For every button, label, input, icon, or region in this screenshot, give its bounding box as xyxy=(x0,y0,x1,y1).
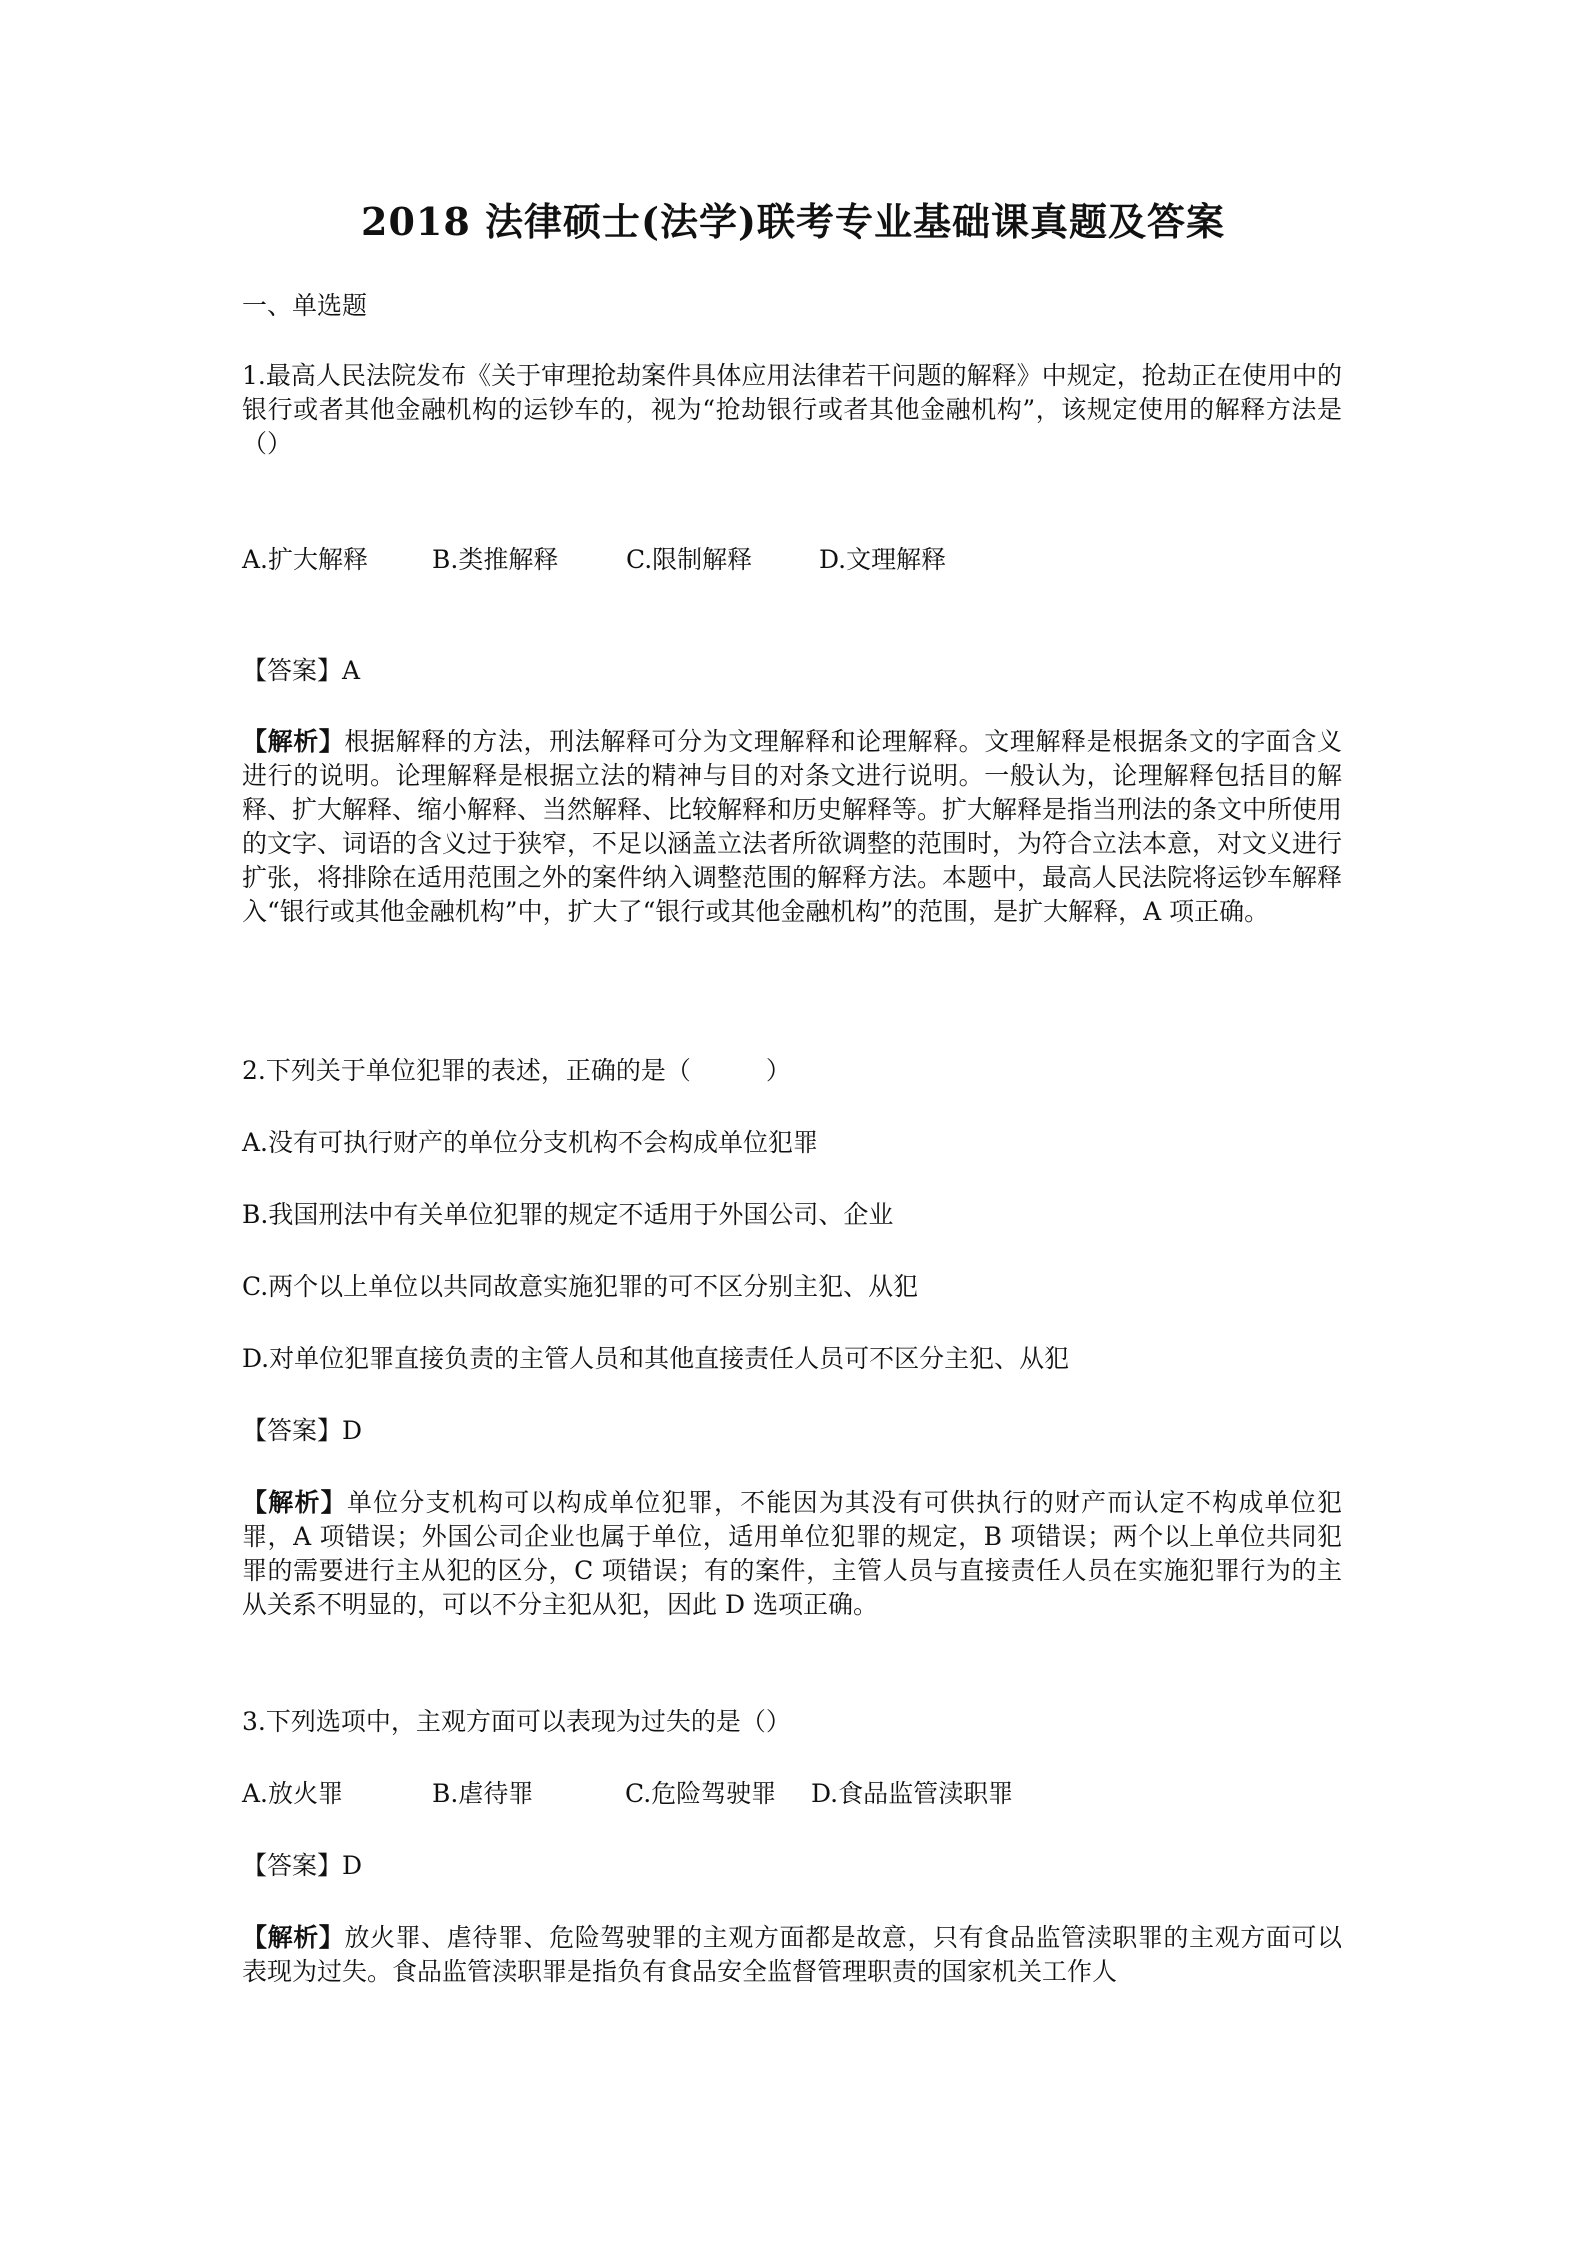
question-1-option-a: A.扩大解释 xyxy=(242,545,369,574)
analysis-label: 【解析】 xyxy=(242,727,345,756)
question-1-answer xyxy=(242,654,360,688)
answer-value: D xyxy=(342,1851,363,1880)
question-3-stem: 3.下列选项中，主观方面可以表现为过失的是（） xyxy=(242,1707,791,1736)
analysis-text: 单位分支机构可以构成单位犯罪，不能因为其没有可供执行的财产而认定不构成单位犯罪，A 项错误；外国公司企业也属于单位，适用单位犯罪的规定，B 项错误；两个以上单位共同犯罪的需要进行主从犯的区分，C 项错误；有的案件，主管人员与直接责任人员在实施犯罪行为的主从关系不明显的，可以不分主犯从犯，因此 D 选项正确。 xyxy=(242,1488,1342,1619)
question-2-stem: 2.下列关于单位犯罪的表述，正确的是（ ） xyxy=(242,1056,791,1085)
question-2-option-b: B.我国刑法中有关单位犯罪的规定不适用于外国公司、企业 xyxy=(242,1200,894,1229)
question-3-option-b: B.虐待罪 xyxy=(432,1779,534,1808)
answer-label: 【答案】 xyxy=(242,656,343,685)
answer-value: D xyxy=(342,1416,363,1445)
answer-label: 【答案】 xyxy=(242,1416,343,1445)
analysis-text: 放火罪、虐待罪、危险驾驶罪的主观方面都是故意，只有食品监管渎职罪的主观方面可以表现为过失。食品监管渎职罪是指负有食品安全监督管理职责的国家机关工作人 xyxy=(242,1923,1342,1986)
section-heading: 一、单选题 xyxy=(242,291,368,320)
question-3-options xyxy=(242,1777,1013,1811)
question-1-stem: 1.最高人民法院发布《关于审理抢劫案件具体应用法律若干问题的解释》中规定，抢劫正在使用中的银行或者其他金融机构的运钞车的，视为“抢劫银行或者其他金融机构”，该规定使用的解释方法是（） xyxy=(242,361,1342,458)
question-2-analysis xyxy=(242,1486,1342,1622)
analysis-label: 【解析】 xyxy=(242,1488,347,1517)
question-3-option-d: D.食品监管渎职罪 xyxy=(811,1779,1014,1808)
question-1-options xyxy=(242,543,946,577)
answer-value: A xyxy=(342,656,361,685)
question-1-option-c: C.限制解释 xyxy=(626,545,753,574)
question-2-option-a: A.没有可执行财产的单位分支机构不会构成单位犯罪 xyxy=(242,1128,819,1157)
question-3-option-a: A.放火罪 xyxy=(242,1779,344,1808)
question-3-answer xyxy=(242,1849,362,1883)
question-2-option-c: C.两个以上单位以共同故意实施犯罪的可不区分别主犯、从犯 xyxy=(242,1272,919,1301)
question-1-option-d: D.文理解释 xyxy=(819,545,947,574)
answer-label: 【答案】 xyxy=(242,1851,343,1880)
analysis-label: 【解析】 xyxy=(242,1923,345,1952)
analysis-text: 根据解释的方法，刑法解释可分为文理解释和论理解释。文理解释是根据条文的字面含义进行的说明。论理解释是根据立法的精神与目的对条文进行说明。一般认为，论理解释包括目的解释、扩大解释、缩小解释、当然解释、比较解释和历史解释等。扩大解释是指当刑法的条文中所使用的文字、词语的含义过于狭窄，不足以涵盖立法者所欲调整的范围时，为符合立法本意，对文义进行扩张，将排除在适用范围之外的案件纳入调整范围的解释方法。本题中，最高人民法院将运钞车解释入“银行或其他金融机构”中，扩大了“银行或其他金融机构”的范围，是扩大解释，A 项正确。 xyxy=(242,727,1343,926)
question-3-option-c: C.危险驾驶罪 xyxy=(625,1779,777,1808)
question-2-option-d: D.对单位犯罪直接负责的主管人员和其他直接责任人员可不区分主犯、从犯 xyxy=(242,1344,1070,1373)
question-3-analysis xyxy=(242,1921,1342,1989)
question-1-option-b: B.类推解释 xyxy=(432,545,559,574)
question-2-answer xyxy=(242,1414,362,1448)
question-1-analysis xyxy=(242,725,1342,929)
document-title: 2018 法律硕士(法学)联考专业基础课真题及答案 xyxy=(361,199,1225,244)
